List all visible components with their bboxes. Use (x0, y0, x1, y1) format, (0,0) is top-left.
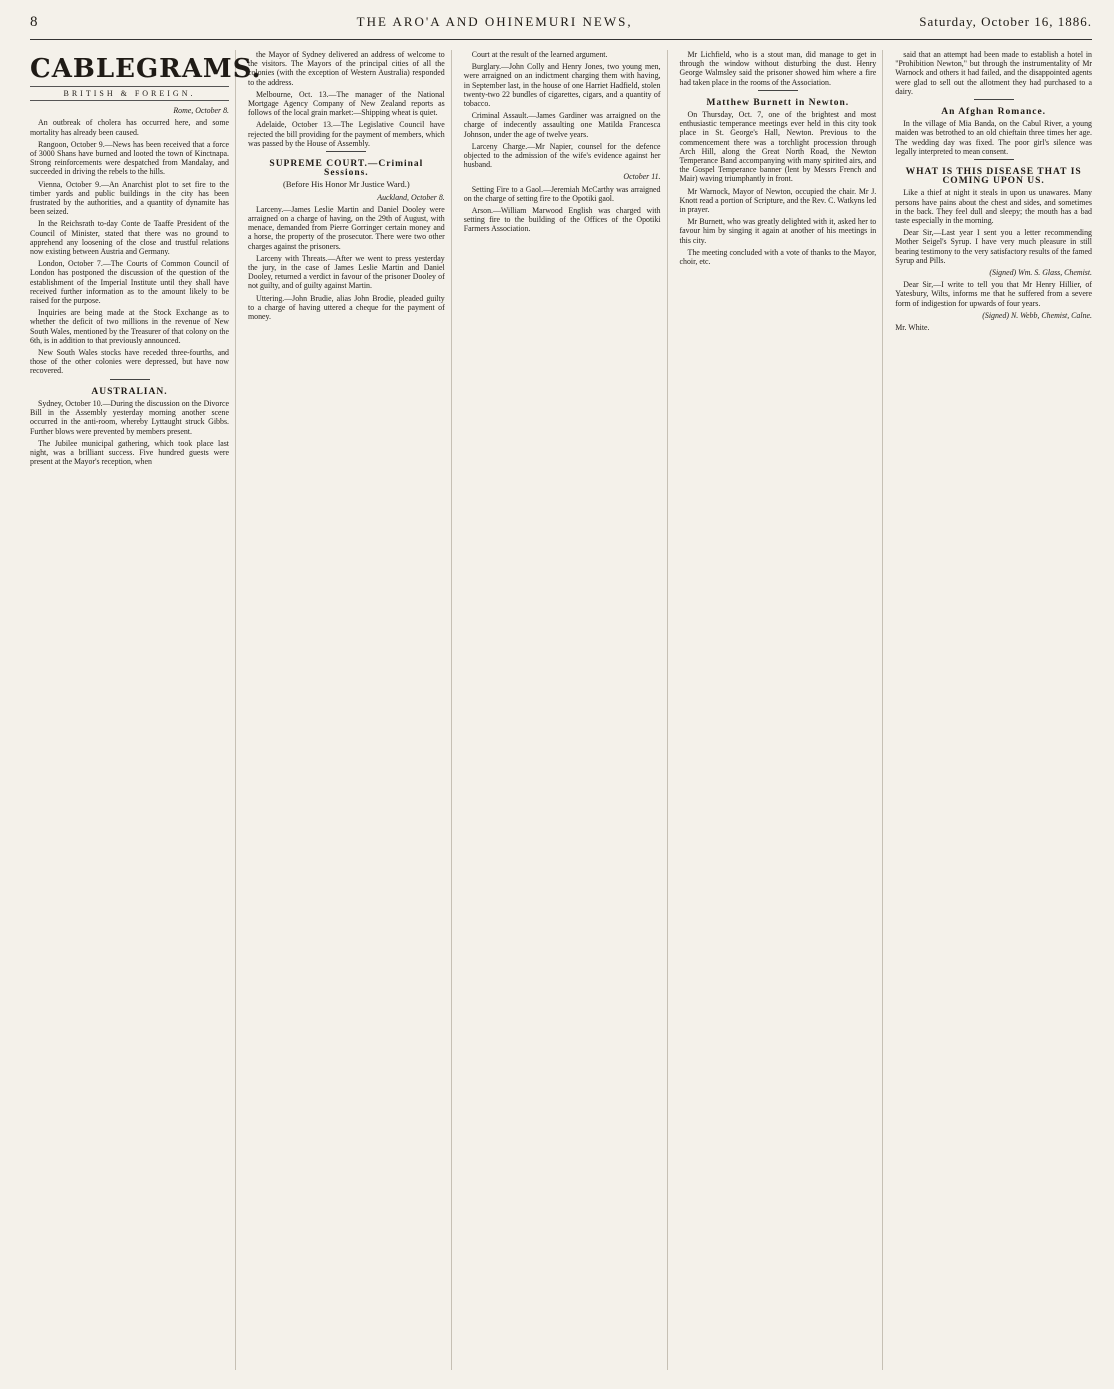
article-paragraph: Criminal Assault.—James Gardiner was arraigned on the charge of indecently assaulting one Matilda Francesca Johnson, under the age of twelve years. (463, 111, 661, 139)
article-paragraph: Like a thief at night it steals in upon us unawares. Many persons have pains about the chest and sides, and sometimes in the back. They feel dull and sleepy; the mouth has a bad taste especially in the morning. (895, 188, 1092, 226)
cablegrams-heading: CABLEGRAMS. (30, 54, 262, 84)
newspaper-title: THE ARO'A AND OHINEMURI NEWS, (356, 14, 633, 29)
article-paragraph: said that an attempt had been made to establish a hotel in "Prohibition Newton," but through the instrumentality of Mr Warnock and others it had failed, and the disappointed agents were glad to sell out the allotment they had purchased to a dairy. (895, 50, 1092, 96)
divider (326, 151, 366, 152)
afghan-romance-heading: An Afghan Romance. (941, 107, 1047, 118)
australian-heading: AUSTRALIAN. (91, 386, 168, 397)
article-paragraph: In the village of Mia Banda, on the Cabul River, a young maiden was betrothed to an old chieftain three times her age. The wedding day was fixed. The poor girl's silence was legally interpreted to mean consent. (895, 119, 1092, 156)
article-paragraph: Melbourne, Oct. 13.—The manager of the National Mortgage Agency Company of New Zealand reports as follows of the local grain market:—Shipping wheat is quiet. (248, 89, 445, 118)
signature: (Signed) Wm. S. Glass, Chemist. (989, 268, 1092, 278)
article-paragraph: Larceny with Threats.—After we went to press yesterday the jury, in the case of James Leslie Martin and Daniel Dooley, returned a verdict in favour of the prisoner Dooley of not guilty, and of guilty against Martin. (248, 253, 445, 291)
signature: Mr. White. (895, 323, 930, 333)
dateline: October 11. (623, 172, 661, 182)
divider (110, 379, 150, 380)
british-foreign-subheading: BRITISH & FOREIGN. (30, 86, 229, 101)
article-paragraph: London, October 7.—The Courts of Common Council of London has postponed the discussion of the question of the establishment of the Imperial Institute until they shall have received further information as to the amount likely to be raised for the purpose. (30, 259, 229, 306)
article-paragraph: The Jubilee municipal gathering, which took place last night, was a brilliant success. Five hundred guests were present at the Mayor's reception, when (30, 438, 229, 467)
dateline: Rome, October 8. (173, 106, 229, 116)
article-paragraph: Setting Fire to a Gaol.—Jeremiah McCarthy was arraigned on the charge of setting fire to the Opotiki gaol. (463, 184, 661, 203)
article-paragraph: An outbreak of cholera has occurred here, and some mortality has already been caused. (30, 118, 229, 137)
article-paragraph: Larceny.—James Leslie Martin and Daniel Dooley were arraigned on a charge of having, on the 29th of August, with menace, demanded from Pierre Gorringer certain money and a horse, the property of the prosecutor. There were two other charges against the prisoners. (248, 204, 445, 251)
article-paragraph: On Thursday, Oct. 7, one of the brightest and most enthusiastic temperance meetings ever held in this city took place in St. George's Hall, Newton. Previous to the commencement there was a torchlight procession through Arch Hill, along the Great North Road, the Newton Temperance Band accompanying with many spirited airs, and the Gospel Temperance banner (lent by Messrs French and Mair) waving triumphantly in front. (679, 110, 877, 184)
column-1 (30, 50, 262, 1370)
article-paragraph: the Mayor of Sydney delivered an address of welcome to the visitors. The Mayors of the principal cities of all the colonies (with the exception of Western Australia) responded to the address. (248, 50, 445, 87)
article-paragraph: Court at the result of the learned argument. (471, 50, 608, 59)
running-head (30, 14, 1092, 40)
article-paragraph: Dear Sir,—I write to tell you that Mr Henry Hillier, of Yatesbury, Wilts, informs me that he suffered from a severe form of indigestion for upwards of four years. (895, 280, 1092, 308)
burnett-heading: Matthew Burnett in Newton. (706, 97, 850, 108)
supreme-court-heading: SUPREME COURT.—Criminal Sessions. (269, 159, 424, 179)
divider (974, 99, 1014, 100)
article-paragraph: Sydney, October 10.—During the discussion on the Divorce Bill in the Assembly yesterday morning another scene occurred in the anti-room, whereby Lyttaught struck Gibbs. Further blows were prevented by members present. (30, 398, 229, 436)
column-2 (248, 50, 452, 1370)
article-paragraph: The meeting concluded with a vote of thanks to the Mayor, choir, etc. (679, 247, 877, 267)
article-paragraph: Mr Burnett, who was greatly delighted with it, asked her to favour him by singing it again at another of his meetings in this city. (679, 217, 877, 245)
disease-heading: WHAT IS THIS DISEASE THAT IS COMING UPON US. (905, 167, 1082, 187)
article-paragraph: In the Reichsrath to-day Conte de Taaffe President of the Council of Minister, stated that there was no ground to apprehend any loosening of the close and trustful relations now existing between Austria and Germany. (30, 219, 229, 257)
signature: (Signed) N. Webb, Chemist, Calne. (982, 310, 1092, 320)
article-paragraph: Vienna, October 9.—An Anarchist plot to set fire to the timber yards and public buildings in the city has been frustrated by the authorities, and a quantity of dynamite has been seized. (30, 179, 229, 217)
article-paragraph: Arson.—William Marwood English was charged with setting fire to the building of the Offices of the Opotiki Farmers Association. (463, 206, 661, 234)
article-paragraph: New South Wales stocks have receded three-fourths, and those of the other colonies were depressed, but have now recovered. (30, 348, 229, 376)
article-paragraph: Dear Sir,—Last year I sent you a letter recommending Mother Seigel's Syrup. I have very much pleasure in still bearing testimony to the very satisfactory results of the famed Syrup and Pills. (895, 228, 1092, 265)
article-paragraph: Inquiries are being made at the Stock Exchange as to whether the deficit of two millions in the revenue of New South Wales, mentioned by the Treasurer of that colony on the 6th, is in addition to that previously announced. (30, 308, 229, 345)
newspaper-page (30, 14, 1092, 1374)
article-paragraph: Uttering.—John Brudie, alias John Brodie, pleaded guilty to a charge of having uttered a cheque for the payment of money. (248, 293, 445, 322)
article-paragraph: Mr Warnock, Mayor of Newton, occupied the chair. Mr J. Knott read a portion of Scripture, and the Rev. C. Watkyns led in prayer. (679, 186, 877, 215)
article-paragraph: Rangoon, October 9.—News has been received that a force of 3000 Shans have burned and looted the town of Kinctnapa. Strong reinforcements were despatched from Mandalay, and succeeded in driving the rebels to the hills. (30, 139, 229, 177)
issue-date: Saturday, October 16, 1886. (919, 14, 1092, 29)
article-paragraph: Mr Lichfield, who is a stout man, did manage to get in through the window without disturbing the dust. Henry George Walmsley said the prisoner showed him where a fire had taken place in the rooms of the Association. (679, 50, 877, 87)
dateline: Auckland, October 8. (377, 192, 445, 202)
article-paragraph: Burglary.—John Colly and Henry Jones, two young men, were arraigned on an indictment charging them with having, in September last, in the house of one Harriet Hadfield, stolen twenty-two 22 bundles of cigarettes, cigars, and a quantity of tobacco. (463, 62, 661, 109)
supreme-court-subheading: (Before His Honor Mr Justice Ward.) (283, 179, 410, 190)
article-paragraph: Larceny Charge.—Mr Napier, counsel for the defence objected to the admission of the wife's evidence against her husband. (463, 141, 661, 170)
divider (974, 159, 1014, 160)
page-number: 8 (30, 14, 39, 30)
column-5 (895, 50, 1092, 1370)
columns (30, 50, 1092, 1370)
column-3 (464, 50, 668, 1370)
article-paragraph: Adelaide, October 13.—The Legislative Council have rejected the bill providing for the payment of members, which was passed by the House of Assembly. (248, 120, 445, 148)
column-4 (680, 50, 884, 1370)
divider (758, 90, 798, 91)
